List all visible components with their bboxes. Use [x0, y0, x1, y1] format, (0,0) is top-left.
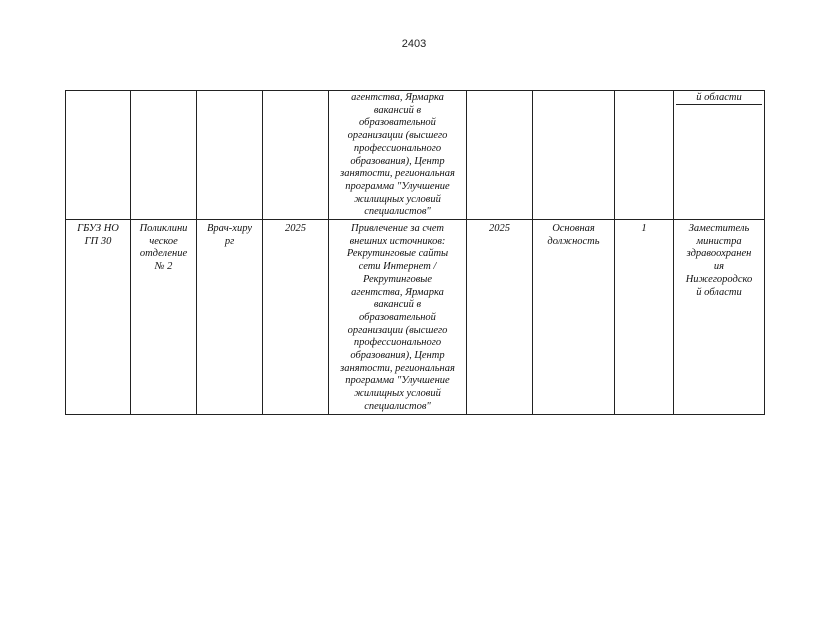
cell-department	[131, 220, 197, 415]
cell-year2: 2025	[467, 220, 533, 415]
text-line: ческое	[149, 235, 178, 247]
text-line: сети Интернет /	[358, 261, 437, 273]
cell-job-type	[533, 220, 615, 415]
text-line: жилищных условий	[354, 388, 441, 400]
text-line: жилищных условий	[354, 193, 441, 205]
text-line: профессионального	[353, 337, 442, 349]
text-line: занятости, региональная	[340, 168, 455, 180]
staffing-table	[65, 90, 765, 415]
text-line: занятости, региональная	[340, 362, 455, 374]
text-line: Врач-хиру	[207, 223, 252, 235]
text-line: ГП 30	[84, 235, 112, 247]
text-line: специалистов"	[364, 400, 431, 412]
cell-position	[197, 220, 263, 415]
text-line: программа "Улучшение	[345, 375, 450, 387]
text-line: внешних источников:	[349, 235, 446, 247]
cell-year: 2025	[263, 220, 329, 415]
text-line: образования), Центр	[350, 155, 445, 167]
cell-responsible	[674, 220, 765, 415]
cell-dept-empty	[131, 91, 197, 220]
text-line: отделение	[139, 248, 188, 260]
cell-job-type-empty	[533, 91, 615, 220]
table-row-main	[66, 220, 765, 415]
text-line: № 2	[154, 261, 173, 273]
text-line: организации (высшего	[347, 324, 448, 336]
text-line: здравоохранен	[686, 248, 752, 260]
text-line: вакансий в	[373, 299, 422, 311]
page-number: 2403	[401, 38, 427, 50]
text-line: Основная	[552, 223, 595, 235]
responsible-tail-text: й области	[676, 92, 762, 105]
cell-org-empty	[66, 91, 131, 220]
text-line: программа "Улучшение	[345, 180, 450, 192]
cell-count: 1	[615, 220, 674, 415]
text-line: агентства, Ярмарка	[351, 92, 444, 103]
cell-source	[329, 220, 467, 415]
text-line: организации (высшего	[347, 130, 448, 142]
text-line: образовательной	[359, 117, 436, 129]
text-line: образования), Центр	[350, 350, 445, 362]
text-line: Рекрутинговые сайты	[346, 248, 449, 260]
cell-year-empty	[263, 91, 329, 220]
cell-position-empty	[197, 91, 263, 220]
cell-year2-empty	[467, 91, 533, 220]
table-row-continued	[66, 91, 765, 220]
text-line: Нижегородско	[685, 273, 753, 285]
cell-responsible-continued	[674, 91, 765, 220]
text-line: профессионального	[353, 142, 442, 154]
text-line: должность	[547, 235, 600, 247]
text-line: Рекрутинговые	[362, 273, 433, 285]
text-line: ия	[713, 261, 725, 273]
cell-count-empty	[615, 91, 674, 220]
text-line: ГБУЗ НО	[77, 223, 119, 235]
text-line: образовательной	[359, 311, 436, 323]
text-line: Поликлини	[139, 223, 188, 235]
cell-org	[66, 220, 131, 415]
text-line: Заместитель	[688, 223, 750, 235]
text-line: Привлечение за счет	[350, 223, 445, 235]
text-line: специалистов"	[364, 206, 431, 218]
text-line: министра	[696, 235, 742, 247]
text-line: агентства, Ярмарка	[351, 286, 444, 298]
text-line: рг	[224, 235, 235, 247]
text-line: й области	[696, 286, 742, 298]
cell-source-continued	[329, 91, 467, 220]
text-line: вакансий в	[373, 104, 422, 116]
